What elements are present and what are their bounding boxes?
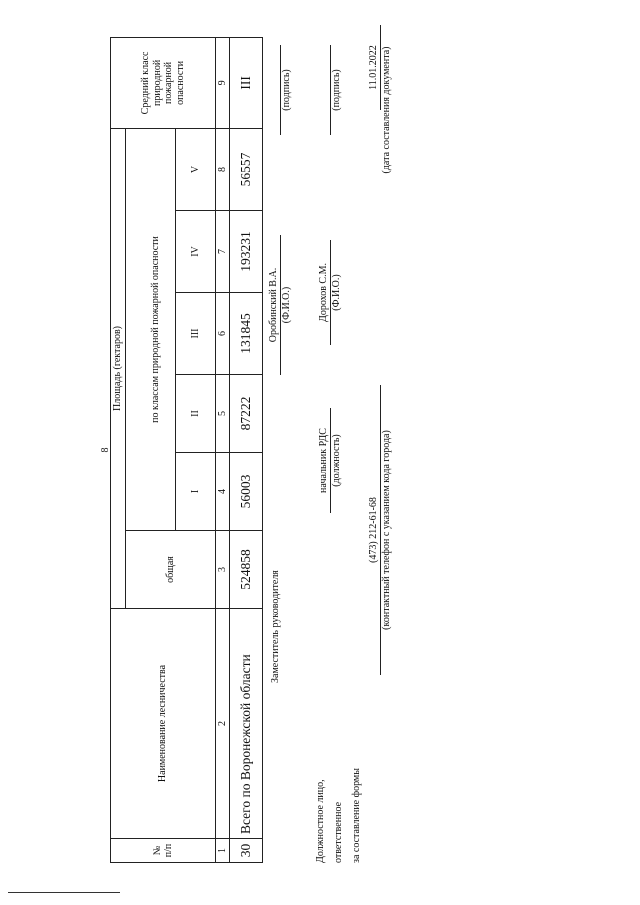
responsible-signature-block bbox=[318, 45, 343, 135]
header-class-5: V bbox=[176, 128, 216, 210]
responsible-signature-line bbox=[318, 45, 331, 135]
phone-block bbox=[368, 385, 393, 675]
header-class-3: III bbox=[176, 293, 216, 375]
phone-value: (473) 212-61-68 bbox=[368, 385, 381, 675]
deputy-fio-caption: (Ф.И.О.) bbox=[281, 286, 292, 324]
col-number-8: 8 bbox=[216, 128, 230, 210]
deputy-label: Заместитель руководителя bbox=[270, 570, 281, 683]
total-row-avg-class: III bbox=[230, 37, 263, 128]
col-number-6: 6 bbox=[216, 293, 230, 375]
header-spacer bbox=[126, 128, 136, 530]
total-row-class-1: 56003 bbox=[230, 453, 263, 531]
col-number-1: 1 bbox=[216, 839, 230, 863]
total-row-class-5: 56557 bbox=[230, 128, 263, 210]
header-avg-class: Средний класс природной пожарной опасности bbox=[111, 37, 216, 128]
col-number-5: 5 bbox=[216, 375, 230, 453]
header-name: Наименование лесничества bbox=[111, 609, 216, 839]
total-row-class-4: 193231 bbox=[230, 211, 263, 293]
responsible-signature-caption: (подпись) bbox=[331, 69, 342, 111]
responsible-label-1: Должностное лицо, bbox=[315, 779, 326, 863]
date-block bbox=[368, 25, 393, 195]
header-class-4: IV bbox=[176, 211, 216, 293]
date-caption: (дата составления документа) bbox=[381, 46, 392, 174]
responsible-label bbox=[315, 743, 363, 863]
deputy-name: Оробинский В.А. bbox=[268, 235, 281, 375]
header-class-1: I bbox=[176, 453, 216, 531]
forestry-area-table bbox=[110, 37, 263, 863]
deputy-signature-block bbox=[268, 45, 293, 135]
position-caption: (должность) bbox=[331, 434, 342, 487]
col-number-9: 9 bbox=[216, 37, 230, 128]
responsible-label-2: ответственное bbox=[333, 801, 344, 863]
position-block bbox=[318, 408, 343, 513]
phone-caption: (контактный телефон с указанием кода города) bbox=[381, 430, 392, 630]
header-area-group: Площадь (гектаров) bbox=[111, 128, 126, 608]
header-class-2: II bbox=[176, 375, 216, 453]
col-number-4: 4 bbox=[216, 453, 230, 531]
total-row-name: Всего по Воронежской области bbox=[230, 609, 263, 839]
position-value: начальник РДС bbox=[318, 408, 331, 513]
deputy-signature-line bbox=[268, 45, 281, 135]
page-number: 8 bbox=[100, 447, 111, 453]
deputy-signature-caption: (подпись) bbox=[281, 69, 292, 111]
header-total: общая bbox=[126, 531, 216, 609]
responsible-name: Дорохов С.М. bbox=[318, 240, 331, 345]
total-row-class-3: 131845 bbox=[230, 293, 263, 375]
header-num: № п/п bbox=[111, 839, 216, 863]
header-by-class: по классам природной пожарной опасности bbox=[136, 128, 176, 530]
responsible-fio-caption: (Ф.И.О.) bbox=[331, 274, 342, 311]
responsible-label-3: за составление формы bbox=[351, 768, 362, 863]
date-value: 11.01.2022 bbox=[368, 25, 381, 110]
col-number-2: 2 bbox=[216, 609, 230, 839]
total-row-class-2: 87222 bbox=[230, 375, 263, 453]
deputy-name-block bbox=[268, 235, 293, 375]
responsible-name-block bbox=[318, 240, 343, 345]
total-row-total: 524858 bbox=[230, 531, 263, 609]
col-number-7: 7 bbox=[216, 211, 230, 293]
col-number-3: 3 bbox=[216, 531, 230, 609]
total-row-num: 30 bbox=[230, 839, 263, 863]
bottom-scan-line bbox=[8, 892, 120, 893]
